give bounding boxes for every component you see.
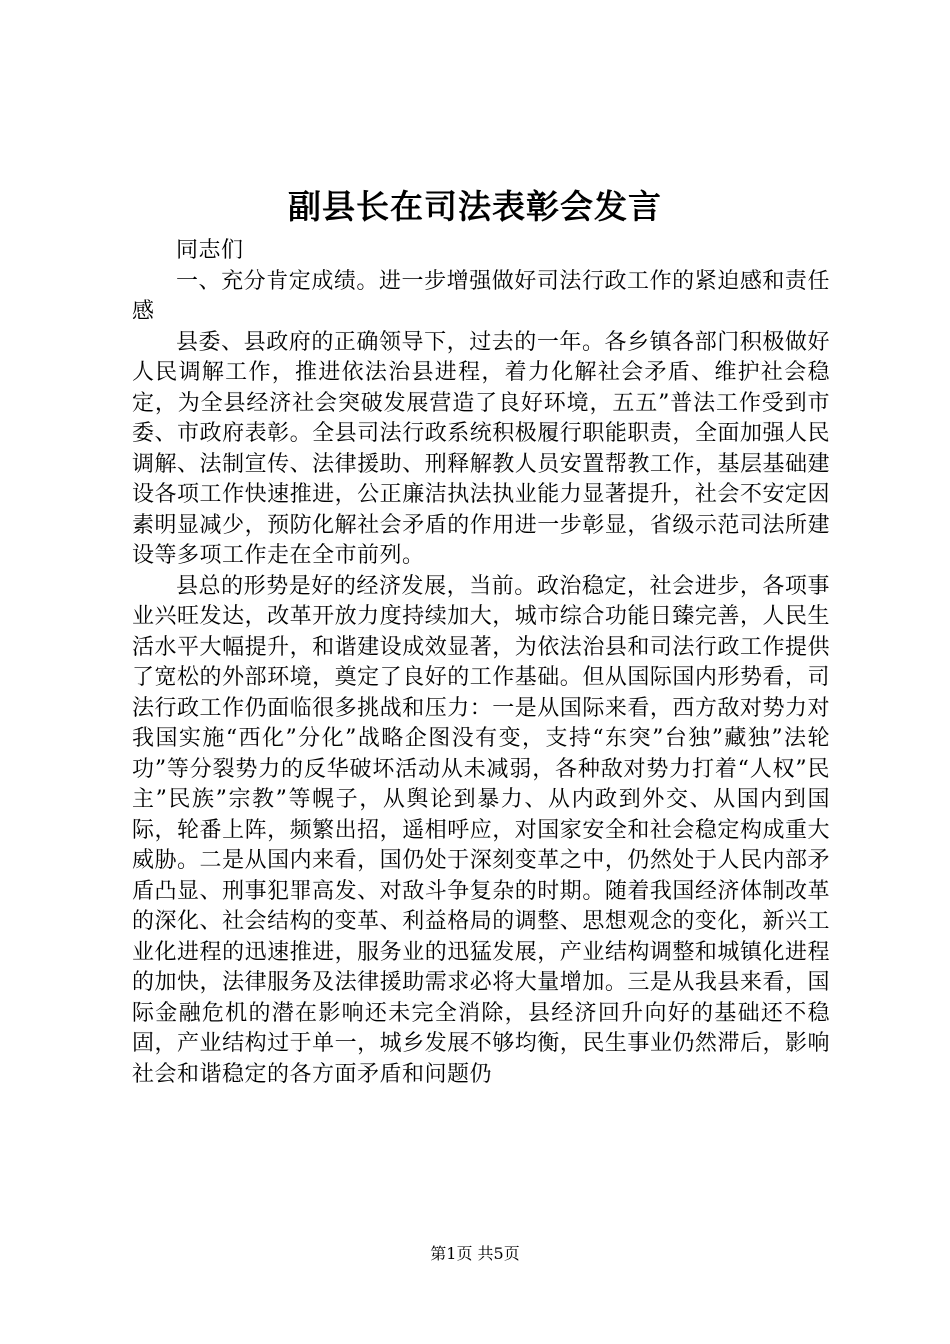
paragraph-section-heading: 一、充分肯定成绩。进一步增强做好司法行政工作的紧迫感和责任感	[132, 268, 830, 324]
document-title: 副县长在司法表彰会发言	[288, 187, 662, 226]
paragraph-achievements: 县委、县政府的正确领导下，过去的一年。各乡镇各部门积极做好人民调解工作，推进依法治县进程，着力化解社会矛盾、维护社会稳定，为全县经济社会突破发展营造了良好环境，五五”普法工作受到市委、市政府表彰。全县司法行政系统积极履行职能职责，全面加强人民调解、法制宣传、法律援助、刑释解教人员安置帮教工作，基层基础建设各项工作快速推进，公正廉洁执法执业能力显著提升，社会不安定因素明显减少，预防化解社会矛盾的作用进一步彰显，省级示范司法所建设等多项工作走在全市前列。	[132, 329, 830, 568]
paragraph-salutation: 同志们	[176, 238, 244, 263]
document-body	[132, 236, 830, 1090]
page-footer: 第1页 共5页	[430, 1244, 520, 1263]
paragraph-situation: 县总的形势是好的经济发展，当前。政治稳定，社会进步，各项事业兴旺发达，改革开放力度持续加大，城市综合功能日臻完善，人民生活水平大幅提升，和谐建设成效显著，为依法治县和司法行政工作提供了宽松的外部环境，奠定了良好的工作基础。但从国际国内形势看，司法行政工作仍面临很多挑战和压力：一是从国际来看，西方敌对势力对我国实施“西化”分化”战略企图没有变，支持“东突”台独”藏独”法轮功”等分裂势力的反华破坏活动从未减弱，各种敌对势力打着“人权”民主”民族”宗教”等幌子，从舆论到暴力、从内政到外交、从国内到国际，轮番上阵，频繁出招，遥相呼应，对国家安全和社会稳定构成重大威胁。二是从国内来看，国仍处于深刻变革之中，仍然处于人民内部矛盾凸显、刑事犯罪高发、对敌斗争复杂的时期。随着我国经济体制改革的深化、社会结构的变革、利益格局的调整、思想观念的变化，新兴工业化进程的迅速推进，服务业的迅猛发展，产业结构调整和城镇化进程的加快，法律服务及法律援助需求必将大量增加。三是从我县来看，国际金融危机的潜在影响还未完全消除，县经济回升向好的基础还不稳固，产业结构过于单一，城乡发展不够均衡，民生事业仍然滞后，影响社会和谐稳定的各方面矛盾和问题仍	[132, 573, 830, 1087]
